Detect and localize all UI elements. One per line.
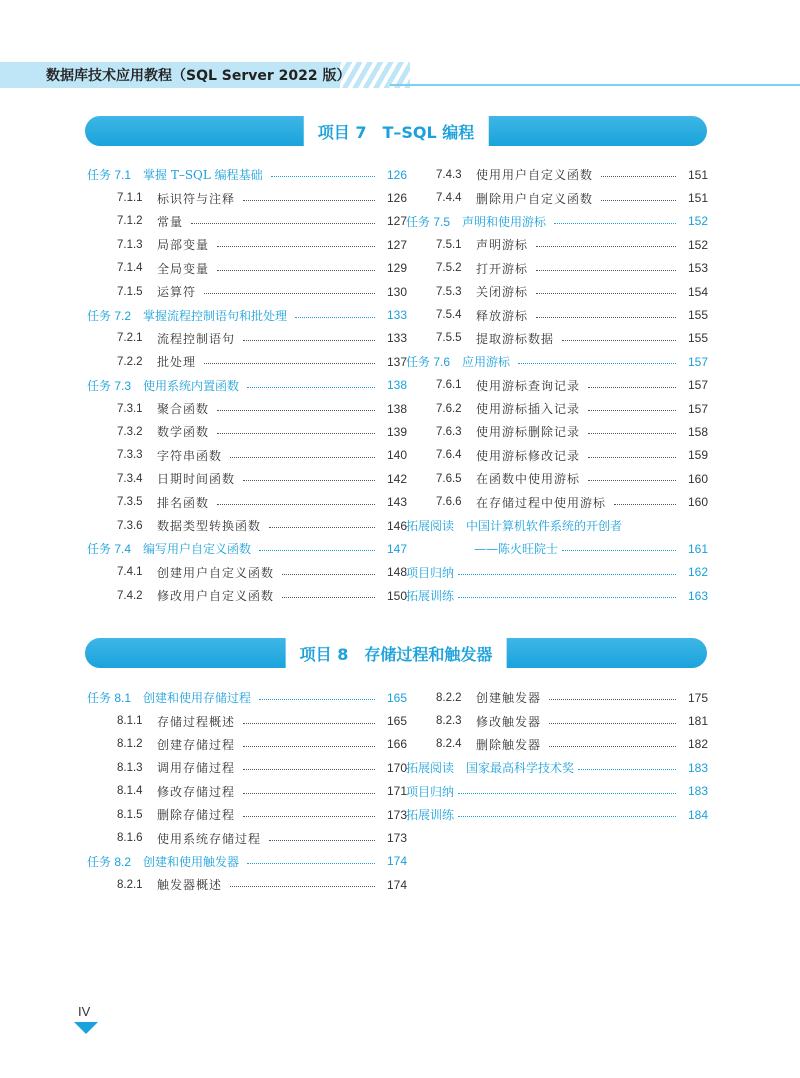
- entry-page: 129: [386, 261, 407, 276]
- page-number: IV: [78, 1004, 91, 1019]
- dot-leader: [259, 699, 375, 700]
- entry-title: 打开游标: [476, 261, 529, 276]
- entry-title: 应用游标: [462, 355, 511, 370]
- entry-page: 133: [386, 308, 407, 323]
- toc-subsection-entry[interactable]: [406, 257, 708, 280]
- entry-page: 159: [687, 448, 708, 463]
- toc-subsection-entry[interactable]: [406, 733, 708, 756]
- entry-title: 创建触发器: [476, 691, 542, 706]
- entry-title: 使用用户自定义函数: [476, 168, 594, 183]
- entry-page: 143: [386, 495, 407, 510]
- entry-title: 修改用户自定义函数: [157, 589, 275, 604]
- toc-subsection-entry[interactable]: [87, 514, 407, 537]
- entry-title: 运算符: [157, 285, 197, 300]
- entry-page: 158: [687, 424, 708, 439]
- dot-leader: [588, 480, 676, 481]
- entry-page: 142: [386, 471, 407, 486]
- entry-number: 7.5.1: [436, 238, 462, 251]
- entry-number: 8.1.1: [117, 715, 143, 728]
- toc-summary-entry[interactable]: [406, 803, 708, 826]
- entry-page: 175: [687, 690, 708, 705]
- entry-number: 任务 7.4: [87, 542, 132, 557]
- toc-subsection-entry[interactable]: [87, 280, 407, 303]
- entry-page: 146: [386, 518, 407, 533]
- toc-task-entry[interactable]: [406, 210, 708, 233]
- entry-number: 7.2.2: [117, 355, 143, 368]
- toc-task-entry[interactable]: [87, 850, 407, 873]
- entry-title: 掌握流程控制语句和批处理: [143, 308, 288, 323]
- entry-page: 151: [687, 167, 708, 182]
- toc-subsection-entry[interactable]: [87, 561, 407, 584]
- entry-page: 153: [687, 261, 708, 276]
- entry-page: 140: [386, 448, 407, 463]
- entry-number: 7.3.5: [117, 496, 143, 509]
- dot-leader: [601, 200, 676, 201]
- entry-number: 8.1.3: [117, 761, 143, 774]
- entry-number: 7.5.4: [436, 309, 462, 322]
- entry-number: 7.6.1: [436, 379, 462, 392]
- entry-page: 137: [386, 354, 407, 369]
- entry-title: 数据类型转换函数: [157, 519, 262, 534]
- entry-page: 174: [386, 854, 407, 869]
- entry-title: 编写用户自定义函数: [143, 542, 252, 557]
- chapter-banner-7: [85, 116, 707, 146]
- entry-number: 7.6.6: [436, 496, 462, 509]
- toc-subsection-entry[interactable]: [406, 686, 708, 709]
- toc-subsection-entry[interactable]: [87, 210, 407, 233]
- entry-page: 138: [386, 378, 407, 393]
- entry-page: 184: [687, 807, 708, 822]
- entry-title: 使用游标查询记录: [476, 378, 581, 393]
- entry-page: 171: [386, 784, 407, 799]
- entry-page: 148: [386, 565, 407, 580]
- entry-title: 提取游标数据: [476, 331, 555, 346]
- dot-leader: [536, 293, 676, 294]
- toc-subsection-entry[interactable]: [406, 186, 708, 209]
- toc-subsection-entry[interactable]: [406, 303, 708, 326]
- entry-number: 7.1.1: [117, 192, 143, 205]
- toc-column-right: [406, 686, 708, 826]
- entry-lead: 拓展阅读: [406, 761, 455, 776]
- entry-page: 161: [687, 541, 708, 556]
- toc-subsection-entry[interactable]: [87, 350, 407, 373]
- toc-subsection-entry[interactable]: [87, 467, 407, 490]
- toc-subsection-entry[interactable]: [87, 780, 407, 803]
- toc-subsection-entry[interactable]: [87, 186, 407, 209]
- dot-leader: [204, 293, 375, 294]
- dot-leader: [217, 504, 375, 505]
- entry-number: 7.5.5: [436, 332, 462, 345]
- toc-subsection-entry[interactable]: [87, 826, 407, 849]
- toc-subsection-entry[interactable]: [406, 467, 708, 490]
- entry-page: 154: [687, 284, 708, 299]
- entry-page: 151: [687, 191, 708, 206]
- entry-number: 7.1.5: [117, 285, 143, 298]
- entry-page: 130: [386, 284, 407, 299]
- book-title: 数据库技术应用教程（SQL Server 2022 版）: [46, 68, 351, 84]
- entry-page: 165: [386, 690, 407, 705]
- entry-title: 删除触发器: [476, 737, 542, 752]
- toc-extended-reading-continuation[interactable]: [406, 537, 708, 560]
- toc-subsection-entry[interactable]: [87, 733, 407, 756]
- entry-title: 拓展训练: [406, 808, 455, 823]
- dot-leader: [295, 317, 375, 318]
- entry-title: 删除用户自定义函数: [476, 191, 594, 206]
- dot-leader: [458, 793, 676, 794]
- toc-subsection-entry[interactable]: [87, 490, 407, 513]
- entry-title: 在函数中使用游标: [476, 472, 581, 487]
- dot-leader: [269, 527, 375, 528]
- entry-page: 166: [386, 737, 407, 752]
- chapter-title: 项目 8 存储过程和触发器: [286, 638, 507, 668]
- entry-title: 项目归纳: [406, 784, 455, 799]
- toc-subsection-entry[interactable]: [87, 233, 407, 256]
- entry-title: 使用游标修改记录: [476, 448, 581, 463]
- entry-title: 声明游标: [476, 238, 529, 253]
- entry-number: 8.1.4: [117, 785, 143, 798]
- entry-page: 126: [386, 191, 407, 206]
- entry-page: 138: [386, 401, 407, 416]
- toc-subsection-entry[interactable]: [406, 490, 708, 513]
- entry-page: 147: [386, 541, 407, 556]
- entry-title: 存储过程概述: [157, 714, 236, 729]
- entry-number: 7.3.1: [117, 402, 143, 415]
- dot-leader: [536, 317, 676, 318]
- entry-page: 182: [687, 737, 708, 752]
- entry-title: 创建和使用触发器: [143, 854, 240, 869]
- dot-leader: [243, 340, 375, 341]
- dot-leader: [562, 550, 676, 551]
- toc-subsection-entry[interactable]: [406, 163, 708, 186]
- dot-leader: [259, 550, 375, 551]
- entry-number: 8.2.4: [436, 738, 462, 751]
- dot-leader: [562, 340, 676, 341]
- entry-page: 139: [386, 424, 407, 439]
- dot-leader: [269, 840, 375, 841]
- entry-number: 任务 7.6: [406, 355, 451, 370]
- toc-column-left: [87, 163, 407, 607]
- entry-number: 7.4.3: [436, 168, 462, 181]
- toc-subsection-entry[interactable]: [87, 257, 407, 280]
- entry-number: 7.4.2: [117, 589, 143, 602]
- toc-subsection-entry[interactable]: [406, 444, 708, 467]
- toc-task-entry[interactable]: [87, 686, 407, 709]
- entry-number: 7.6.3: [436, 425, 462, 438]
- dot-leader: [217, 410, 375, 411]
- entry-title: 使用系统存储过程: [157, 831, 262, 846]
- entry-title: 拓展训练: [406, 589, 455, 604]
- entry-title: 创建存储过程: [157, 737, 236, 752]
- dot-leader: [247, 863, 375, 864]
- entry-page: 150: [386, 588, 407, 603]
- entry-number: 8.1.6: [117, 832, 143, 845]
- entry-number: 8.2.3: [436, 715, 462, 728]
- entry-number: 7.6.2: [436, 402, 462, 415]
- entry-title: 全局变量: [157, 261, 210, 276]
- entry-page: 183: [687, 760, 708, 775]
- dot-leader: [549, 746, 676, 747]
- entry-title: 关闭游标: [476, 285, 529, 300]
- entry-number: 任务 7.1: [87, 168, 132, 183]
- entry-title: 局部变量: [157, 238, 210, 253]
- page-marker-triangle: [74, 1022, 98, 1034]
- toc-extended-reading-entry[interactable]: [406, 756, 708, 779]
- entry-title: 使用系统内置函数: [143, 378, 240, 393]
- entry-number: 任务 8.1: [87, 691, 132, 706]
- entry-lead: 拓展阅读: [406, 519, 455, 534]
- entry-number: 7.3.2: [117, 425, 143, 438]
- entry-number: 7.4.4: [436, 192, 462, 205]
- entry-number: 7.3.3: [117, 449, 143, 462]
- dot-leader: [230, 886, 375, 887]
- entry-title: 掌握 T–SQL 编程基础: [143, 168, 263, 183]
- entry-title: 批处理: [157, 355, 197, 370]
- entry-page: 165: [386, 714, 407, 729]
- entry-page: 160: [687, 495, 708, 510]
- entry-number: 7.2.1: [117, 332, 143, 345]
- entry-number: 7.4.1: [117, 566, 143, 579]
- dot-leader: [243, 723, 375, 724]
- entry-page: 173: [386, 831, 407, 846]
- entry-number: 7.5.3: [436, 285, 462, 298]
- dot-leader: [458, 816, 676, 817]
- entry-title: 数学函数: [157, 425, 210, 440]
- dot-leader: [614, 504, 676, 505]
- entry-title: 标识符与注释: [157, 191, 236, 206]
- toc-subsection-entry[interactable]: [406, 327, 708, 350]
- entry-number: 8.1.2: [117, 738, 143, 751]
- toc-subsection-entry[interactable]: [406, 280, 708, 303]
- toc-task-entry[interactable]: [87, 374, 407, 397]
- entry-number: 任务 8.2: [87, 854, 132, 869]
- entry-number: 7.1.2: [117, 215, 143, 228]
- dot-leader: [243, 769, 375, 770]
- entry-page: 162: [687, 565, 708, 580]
- entry-page: 157: [687, 401, 708, 416]
- entry-page: 152: [687, 237, 708, 252]
- entry-page: 174: [386, 877, 407, 892]
- toc-task-entry[interactable]: [87, 537, 407, 560]
- dot-leader: [458, 597, 676, 598]
- entry-title: 在存储过程中使用游标: [476, 495, 607, 510]
- dot-leader: [243, 746, 375, 747]
- dot-leader: [601, 176, 676, 177]
- entry-title: 聚合函数: [157, 402, 210, 417]
- dot-leader: [549, 723, 676, 724]
- dot-leader: [588, 387, 676, 388]
- entry-title: 声明和使用游标: [462, 214, 547, 229]
- entry-number: 7.6.4: [436, 449, 462, 462]
- dot-leader: [230, 457, 375, 458]
- entry-title: 修改触发器: [476, 714, 542, 729]
- entry-page: 152: [687, 214, 708, 229]
- header-rule: [390, 84, 800, 86]
- toc-subsection-entry[interactable]: [87, 756, 407, 779]
- entry-number: 7.3.4: [117, 472, 143, 485]
- entry-page: 183: [687, 784, 708, 799]
- toc-subsection-entry[interactable]: [406, 374, 708, 397]
- dot-leader: [588, 410, 676, 411]
- toc-subsection-entry[interactable]: [87, 803, 407, 826]
- toc-summary-entry[interactable]: [406, 584, 708, 607]
- toc-subsection-entry[interactable]: [87, 873, 407, 896]
- entry-number: 8.1.5: [117, 808, 143, 821]
- entry-title: 创建用户自定义函数: [157, 565, 275, 580]
- entry-title: 释放游标: [476, 308, 529, 323]
- entry-page: 126: [386, 167, 407, 182]
- dot-leader: [217, 433, 375, 434]
- entry-title: 流程控制语句: [157, 331, 236, 346]
- entry-title: 调用存储过程: [157, 761, 236, 776]
- entry-page: 133: [386, 331, 407, 346]
- entry-title: 国家最高科学技术奖: [466, 761, 575, 776]
- dot-leader: [536, 246, 676, 247]
- dot-leader: [588, 433, 676, 434]
- chapter-title: 项目 7 T–SQL 编程: [304, 116, 489, 146]
- dot-leader: [588, 457, 676, 458]
- dot-leader: [518, 363, 676, 364]
- entry-title: 项目归纳: [406, 565, 455, 580]
- entry-page: 160: [687, 471, 708, 486]
- entry-number: 任务 7.3: [87, 378, 132, 393]
- toc-subsection-entry[interactable]: [406, 709, 708, 732]
- entry-number: 任务 7.5: [406, 214, 451, 229]
- toc-subsection-entry[interactable]: [87, 584, 407, 607]
- dot-leader: [217, 246, 375, 247]
- dot-leader: [191, 223, 375, 224]
- entry-page: 163: [687, 588, 708, 603]
- toc-task-entry[interactable]: [87, 303, 407, 326]
- entry-title: 中国计算机软件系统的开创者: [466, 519, 623, 534]
- entry-page: 181: [687, 714, 708, 729]
- toc-extended-reading-entry[interactable]: [406, 514, 708, 537]
- dot-leader: [578, 769, 676, 770]
- toc-subsection-entry[interactable]: [87, 709, 407, 732]
- dot-leader: [243, 480, 375, 481]
- dot-leader: [536, 270, 676, 271]
- dot-leader: [243, 200, 375, 201]
- entry-page: 157: [687, 354, 708, 369]
- entry-number: 7.5.2: [436, 262, 462, 275]
- entry-page: 170: [386, 760, 407, 775]
- toc-subsection-entry[interactable]: [406, 233, 708, 256]
- entry-page: 155: [687, 331, 708, 346]
- entry-number: 7.3.6: [117, 519, 143, 532]
- entry-page: 157: [687, 378, 708, 393]
- entry-number: 7.1.4: [117, 262, 143, 275]
- toc-task-entry[interactable]: [87, 163, 407, 186]
- dot-leader: [282, 597, 375, 598]
- dot-leader: [247, 387, 375, 388]
- dot-leader: [554, 223, 676, 224]
- entry-number: 任务 7.2: [87, 308, 132, 323]
- dot-leader: [243, 793, 375, 794]
- entry-title: 删除存储过程: [157, 808, 236, 823]
- entry-title: 日期时间函数: [157, 472, 236, 487]
- chapter-banner-8: [85, 638, 707, 668]
- toc-subsection-entry[interactable]: [406, 397, 708, 420]
- dot-leader: [204, 363, 375, 364]
- running-header: [0, 62, 800, 88]
- entry-title: 触发器概述: [157, 878, 223, 893]
- entry-page: 155: [687, 308, 708, 323]
- entry-title: 使用游标插入记录: [476, 402, 581, 417]
- toc-subsection-entry[interactable]: [87, 444, 407, 467]
- dot-leader: [271, 176, 375, 177]
- entry-number: 8.2.2: [436, 691, 462, 704]
- toc-column-left: [87, 686, 407, 897]
- entry-number: 8.2.1: [117, 878, 143, 891]
- dot-leader: [458, 574, 676, 575]
- dot-leader: [243, 816, 375, 817]
- toc-task-entry[interactable]: [406, 350, 708, 373]
- entry-title: 常量: [157, 214, 184, 229]
- entry-title: 字符串函数: [157, 448, 223, 463]
- toc-summary-entry[interactable]: [406, 561, 708, 584]
- entry-title: 创建和使用存储过程: [143, 691, 252, 706]
- entry-page: 127: [386, 214, 407, 229]
- entry-number: 7.6.5: [436, 472, 462, 485]
- toc-column-right: [406, 163, 708, 607]
- dot-leader: [282, 574, 375, 575]
- toc-subsection-entry[interactable]: [87, 397, 407, 420]
- toc-subsection-entry[interactable]: [87, 327, 407, 350]
- toc-subsection-entry[interactable]: [87, 420, 407, 443]
- dot-leader: [217, 270, 375, 271]
- entry-page: 127: [386, 237, 407, 252]
- entry-page: 173: [386, 807, 407, 822]
- entry-number: 7.1.3: [117, 238, 143, 251]
- dot-leader: [549, 699, 676, 700]
- entry-title: ——陈火旺院士: [474, 542, 559, 557]
- entry-title: 修改存储过程: [157, 784, 236, 799]
- entry-title: 使用游标删除记录: [476, 425, 581, 440]
- toc-subsection-entry[interactable]: [406, 420, 708, 443]
- entry-title: 排名函数: [157, 495, 210, 510]
- toc-summary-entry[interactable]: [406, 780, 708, 803]
